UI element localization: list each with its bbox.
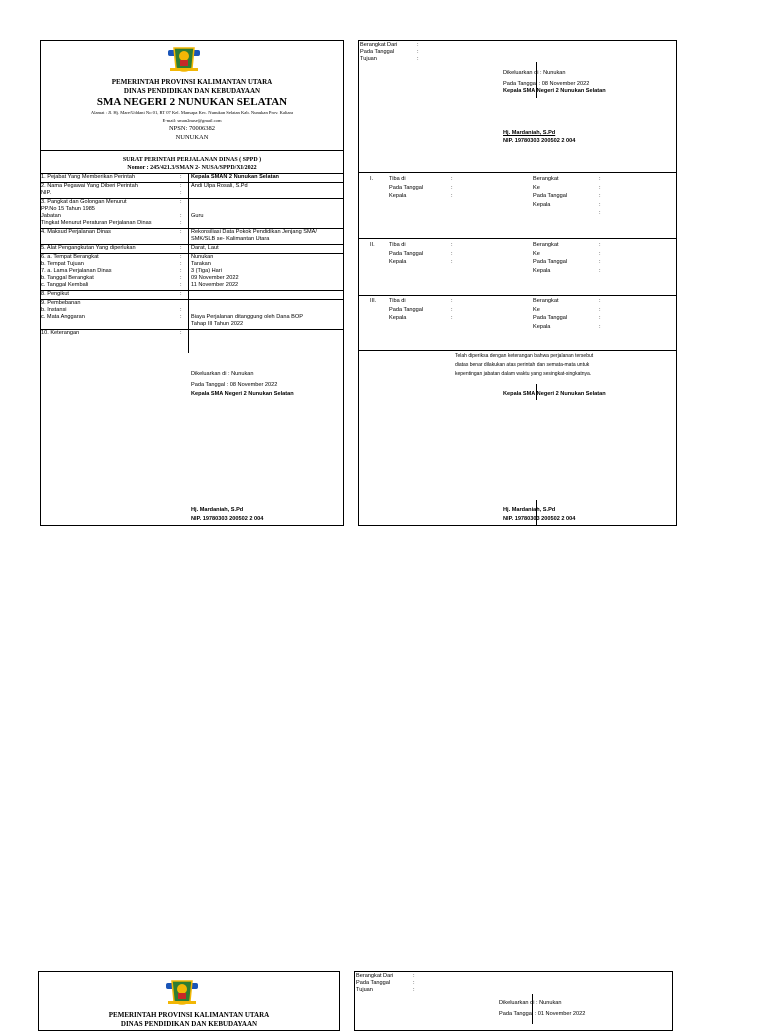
section-right-label: Pada Tanggal	[533, 193, 568, 199]
section-left-label: Pada Tanggal	[389, 184, 424, 191]
back-issued-at: Dikeluarkan di : Nunukan	[503, 70, 566, 76]
back-berangkat-dari: Berangkat Dari	[356, 973, 394, 979]
sppd-row-colon: :	[180, 213, 182, 219]
colon: :	[599, 242, 601, 248]
front-signer-nip: NIP. 19780303 200502 2 004	[191, 516, 264, 522]
section-left-label: Kepala	[389, 193, 407, 199]
sppd-row-colon: :	[180, 174, 182, 180]
sppd-row-value: 3 (Tiga) Hari	[191, 267, 222, 274]
sppd-row-colon: :	[180, 260, 182, 267]
section-right-label: Ke	[533, 250, 540, 257]
colon: :	[413, 973, 415, 979]
sppd-row-colon: :	[180, 228, 182, 235]
back-issued-at: Dikeluarkan di : Nunukan	[499, 1000, 562, 1006]
colon: :	[599, 193, 601, 199]
sppd-row-label: 8. Pengikut	[41, 291, 69, 297]
sppd-row-label: PP.No 15 Tahun 1985	[41, 205, 95, 212]
sppd-row-colon: :	[180, 253, 182, 260]
sppd-row-colon: :	[180, 291, 182, 297]
sppd-row-value: Guru	[191, 213, 204, 219]
section-right-label: Kepala	[533, 323, 551, 330]
gov-name: PEMERINTAH PROVINSI KALIMANTAN UTARA	[111, 78, 273, 86]
colon: :	[599, 267, 601, 274]
colon: :	[451, 184, 453, 191]
colon: :	[451, 298, 453, 304]
colon: :	[451, 176, 453, 182]
sppd-row-label: 4. Maksud Perjalanan Dinas	[41, 228, 111, 235]
section-left-label: Tiba di	[389, 298, 406, 304]
section-rule	[358, 350, 677, 351]
section-right-label: Berangkat	[533, 176, 559, 182]
sppd-row-value: SMK/SLB se- Kalimantan Utara	[191, 236, 270, 243]
closing-signer-nip: NIP. 19780303 200502 2 004	[503, 516, 576, 522]
sppd-row-label: 3. Pangkat dan Golongan Menurut	[41, 198, 127, 205]
sppd-row-label: NIP.	[41, 189, 52, 196]
back-pada-tanggal: Pada Tanggal	[356, 980, 391, 986]
sppd-row-label: 1. Pejabat Yang Memberikan Perintah	[41, 174, 136, 180]
sppd-row-label: c. Tanggal Kembali	[41, 282, 89, 289]
sppd-row-rule	[40, 290, 344, 291]
section-right-label: Pada Tanggal	[533, 315, 568, 321]
back-berangkat-dari: Berangkat Dari	[360, 42, 398, 48]
sppd-row-label: 6. a. Tempat Berangkat	[41, 253, 99, 260]
sppd-title: SURAT PERINTAH PERJALANAN DINAS ( SPPD )	[122, 157, 262, 163]
sppd-row-label: Jabatan	[41, 213, 61, 219]
panel-bottom-rule	[40, 525, 344, 526]
colon: :	[417, 42, 419, 48]
colon: :	[413, 987, 415, 993]
section-right-label: Kepala	[533, 267, 551, 274]
section-rule	[358, 295, 677, 296]
school-name: SMA NEGERI 2 NUNUKAN SELATAN	[96, 96, 288, 108]
sppd-number: Nomor : 245/421.3/SMAN 2- NUSA/SPPD/XI/2022	[127, 165, 257, 171]
sppd-row-colon: :	[180, 198, 182, 205]
sppd-row-value: 09 November 2022	[191, 275, 239, 282]
closing-signer-name: Hj. Mardaniah, S.Pd	[503, 507, 556, 513]
sppd-row-rule	[40, 299, 344, 300]
section-right-label: Kepala	[533, 201, 551, 208]
section-number: I.	[370, 176, 374, 182]
section-number: III.	[370, 298, 377, 304]
back-pada-tanggal: Pada Tanggal	[360, 49, 395, 55]
front-signer-name: Hj. Mardaniah, S.Pd	[191, 507, 244, 513]
colon: :	[599, 298, 601, 304]
colon: :	[599, 201, 601, 208]
sppd-row-value: Darat, Laut	[191, 244, 219, 251]
sppd-row-value: Tarakan	[191, 260, 211, 267]
colon: :	[599, 176, 601, 182]
sppd-table-top-rule	[40, 173, 344, 174]
section-right-label: Ke	[533, 306, 540, 313]
section-right-label: Ke	[533, 184, 540, 191]
sppd-row-colon: :	[180, 189, 182, 196]
back-header-rule	[358, 172, 677, 173]
closing-signer-title: Kepala SMA Negeri 2 Nunukan Selatan	[503, 391, 606, 397]
province-emblem-icon	[164, 42, 204, 76]
section-left-label: Pada Tanggal	[389, 306, 424, 313]
colon: :	[451, 315, 453, 321]
sppd-table-divider	[188, 173, 189, 353]
colon: :	[599, 184, 601, 191]
sppd-row-value: 11 November 2022	[191, 282, 239, 289]
sppd-row-colon: :	[180, 330, 182, 336]
sppd-row-label: 7. a. Lama Perjalanan Dinas	[41, 267, 112, 274]
colon: :	[451, 250, 453, 257]
sppd-row-label: Tingkat Menurut Peraturan Perjalanan Dinas	[41, 220, 152, 227]
province-emblem-icon	[162, 975, 202, 1009]
colon: :	[451, 306, 453, 313]
school-city: NUNUKAN	[175, 134, 209, 141]
section-left-label: Kepala	[389, 315, 407, 321]
colon: :	[417, 56, 419, 62]
sppd-row-value: Nunukan	[191, 253, 214, 260]
school-address: Alamat : Jl. Hj. Mare/Uddani No 01, RT 07 Kel. Mansapa Kec. Nunukan Selatan Kab. Nunukan Prov. Kaltara	[90, 110, 294, 115]
sppd-row-colon: :	[180, 282, 182, 289]
back-signer-name: Hj. Mardaniah, S.Pd	[503, 130, 556, 136]
panel-bottom-rule	[358, 525, 677, 526]
colon: :	[599, 259, 601, 265]
back-signer-nip: NIP. 19780303 200502 2 004	[503, 138, 576, 144]
colon: :	[599, 250, 601, 257]
statement-line: Telah diperiksa dengan keterangan bahwa perjalanan tersebut	[455, 353, 594, 359]
sppd-row-label: 9. Pembebanan	[41, 299, 81, 306]
sppd-row-label: 2. Nama Pegawai Yang Diberi Perintah	[41, 182, 138, 189]
sppd-row-label: b. Tanggal Berangkat	[41, 275, 94, 282]
section-right-label: Berangkat	[533, 298, 559, 304]
back-tujuan: Tujuan	[360, 56, 377, 62]
back-signer-title: Kepala SMA Negeri 2 Nunukan Selatan	[503, 88, 606, 94]
sppd-row-value: Tahap III Tahun 2022	[191, 321, 244, 328]
section-left-label: Tiba di	[389, 176, 406, 182]
colon: :	[599, 315, 601, 321]
colon: :	[599, 210, 601, 216]
back-tujuan: Tujuan	[356, 987, 373, 993]
colon: :	[599, 323, 601, 330]
section-left-label: Tiba di	[389, 242, 406, 248]
statement-line: diatas benar dilakukan atas perintah dan semata-mata untuk	[455, 362, 590, 368]
front-signer-title: Kepala SMA Negeri 2 Nunukan Selatan	[191, 391, 294, 397]
sppd-row-colon: :	[180, 244, 182, 251]
section-left-label: Pada Tanggal	[389, 250, 424, 257]
school-email: E-mail: sman2nuse@gmail.com	[162, 118, 222, 123]
colon: :	[417, 49, 419, 55]
section-number: II.	[370, 242, 375, 248]
sppd-row-value: Rekonsiliasi Data Pokok Pendidikan Jenjang SMA/	[191, 228, 317, 235]
sppd-row-label: b. Tempat Tujuan	[41, 260, 84, 267]
colon: :	[413, 980, 415, 986]
spd-back-panel	[358, 40, 677, 526]
sppd-row-colon: :	[180, 314, 182, 321]
back-issued-date: Pada Tanggal : 01 November 2022	[499, 1011, 586, 1017]
sppd-row-label: c. Mata Anggaran	[41, 314, 85, 321]
gov-name: PEMERINTAH PROVINSI KALIMANTAN UTARA	[108, 1011, 270, 1019]
sppd-row-colon: :	[180, 306, 182, 313]
sppd-row-label: 5. Alat Pengangkutan Yang diperlukan	[41, 244, 136, 251]
dept-name: DINAS PENDIDIKAN DAN KEBUDAYAAN	[120, 1020, 258, 1028]
sppd-row-label: b. Instansi	[41, 306, 67, 313]
sppd-row-colon: :	[180, 182, 182, 189]
school-npsn: NPSN: 70006382	[168, 125, 216, 132]
section-right-label: Berangkat	[533, 242, 559, 248]
sppd-row-colon: :	[180, 220, 182, 227]
sppd-row-rule	[40, 329, 344, 330]
colon: :	[599, 306, 601, 313]
front-issued-at: Dikeluarkan di : Nunukan	[191, 371, 254, 377]
colon: :	[451, 242, 453, 248]
sppd-row-label: 10. Keterangan	[41, 330, 80, 336]
section-left-label: Kepala	[389, 259, 407, 265]
colon: :	[451, 259, 453, 265]
front-issued-date: Pada Tanggal : 08 November 2022	[191, 382, 278, 388]
letterhead-rule	[40, 150, 344, 151]
colon: :	[451, 193, 453, 199]
statement-line: kepentingan jabatan dalam waktu yang sesingkat-singkatnya.	[455, 371, 592, 377]
sppd-row-value: Andi Ulpa Rosali, S.Pd	[191, 182, 248, 189]
section-rule	[358, 238, 677, 239]
sppd-row-value: Kepala SMAN 2 Nunukan Selatan	[191, 174, 279, 180]
section-right-label: Pada Tanggal	[533, 259, 568, 265]
dept-name: DINAS PENDIDIKAN DAN KEBUDAYAAN	[123, 87, 261, 95]
panel-edge	[40, 508, 41, 526]
sppd-row-value: Biaya Perjalanan ditanggung oleh Dana BOP	[191, 314, 303, 321]
sppd-row-colon: :	[180, 275, 182, 282]
back-issued-date: Pada Tanggal : 08 November 2022	[503, 81, 590, 87]
sppd-row-colon: :	[180, 267, 182, 274]
